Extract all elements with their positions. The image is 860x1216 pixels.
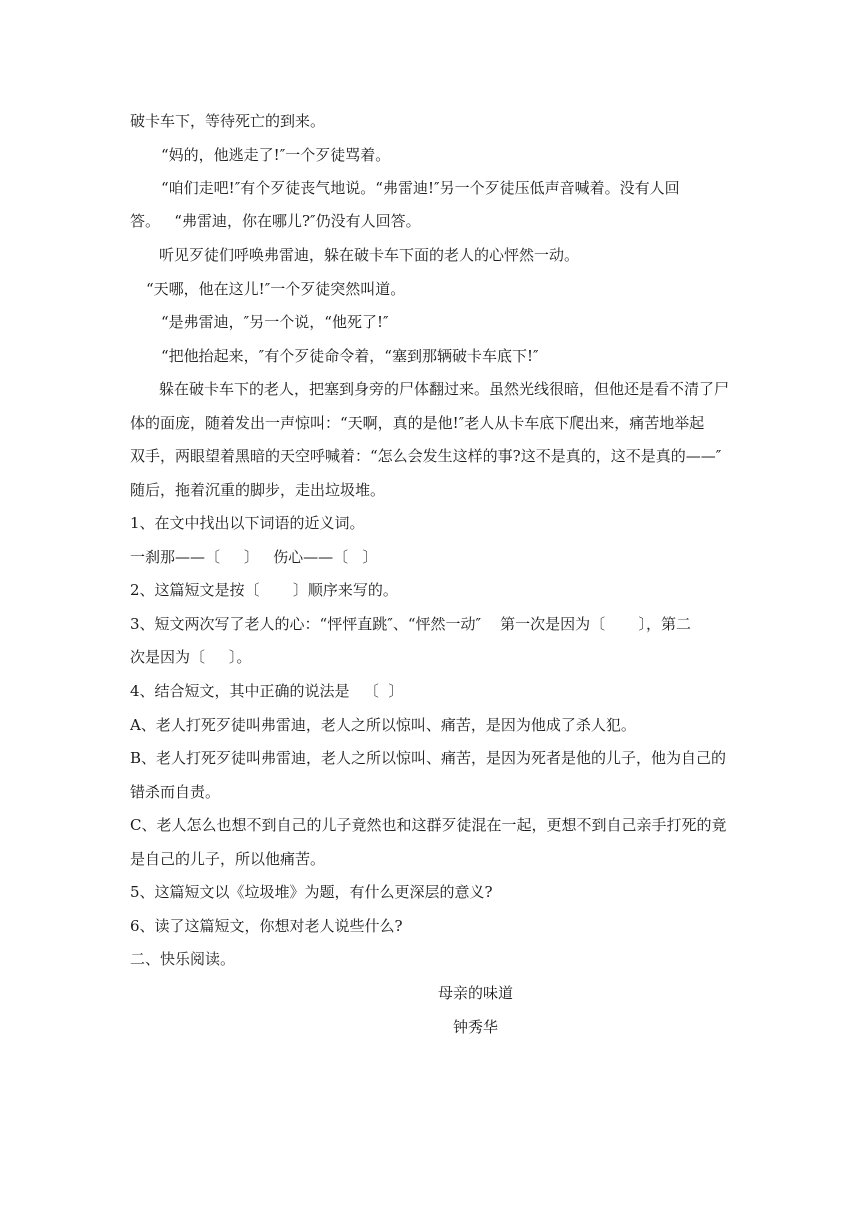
question-item: 次是因为〔 〕。 [130, 648, 252, 666]
answer-option: B、老人打死歹徒叫弗雷迪，老人之所以惊叫、痛苦，是因为死者是他的儿子，他为自己的 [130, 749, 727, 767]
story-line: 双手，两眼望着黑暗的天空呼喊着：“怎么会发生这样的事?这不是真的，这不是真的——″ [130, 447, 722, 465]
story-line: 听见歹徒们呼唤弗雷迪，躲在破卡车下面的老人的心怦然一动。 [159, 246, 580, 264]
answer-option: 错杀而自责。 [130, 783, 221, 801]
article-author: 钟秀华 [453, 1018, 499, 1036]
question-item: 1、在文中找出以下词语的近义词。 [130, 514, 365, 532]
story-line: 体的面庞，随着发出一声惊叫：“天啊，真的是他!″老人从卡车底下爬出来，痛苦地举起 [130, 414, 705, 432]
question-item: 6、读了这篇短文，你想对老人说些什么? [130, 917, 403, 935]
answer-option: A、老人打死歹徒叫弗雷迪，老人之所以惊叫、痛苦，是因为他成了杀人犯。 [130, 716, 636, 734]
story-line: “把他抬起来，″有个歹徒命令着，“塞到那辆破卡车底下!″ [161, 347, 539, 365]
story-line: “天哪，他在这儿!″一个歹徒突然叫道。 [146, 280, 406, 298]
question-item: 一刹那——〔 〕 伤心——〔 〕 [130, 548, 378, 566]
story-line: “咱们走吧!″有个歹徒丧气地说。“弗雷迪!″另一个歹徒压低声音喊着。没有人回 [161, 179, 680, 197]
story-line: 破卡车下，等待死亡的到来。 [130, 112, 326, 130]
story-line: 躲在破卡车下的老人，把塞到身旁的尸体翻过来。虽然光线很暗，但他还是看不清了尸 [159, 380, 730, 398]
answer-option: C、老人怎么也想不到自己的儿子竟然也和这群歹徒混在一起，更想不到自己亲手打死的竟 [130, 816, 727, 834]
article-title: 母亲的味道 [438, 984, 514, 1002]
story-line: “是弗雷迪，″另一个说，“他死了!″ [161, 313, 389, 331]
story-line: 随后，拖着沉重的脚步，走出垃圾堆。 [130, 481, 386, 499]
story-line: “妈的，他逃走了!″一个歹徒骂着。 [161, 146, 391, 164]
question-item: 2、这篇短文是按〔 〕顺序来写的。 [130, 581, 398, 599]
question-item: 5、这篇短文以《垃圾堆》为题，有什么更深层的意义? [130, 883, 493, 901]
answer-option: 是自己的儿子，所以他痛苦。 [130, 850, 326, 868]
story-line: 答。 “弗雷迪，你在哪儿?″仍没有人回答。 [130, 212, 421, 230]
question-item: 3、短文两次写了老人的心：“怦怦直跳″、“怦然一动″ 第一次是因为〔 〕，第二 [130, 615, 692, 633]
question-item: 4、结合短文，其中正确的说法是 〔 〕 [130, 682, 404, 700]
section-heading: 二、快乐阅读。 [130, 950, 236, 968]
